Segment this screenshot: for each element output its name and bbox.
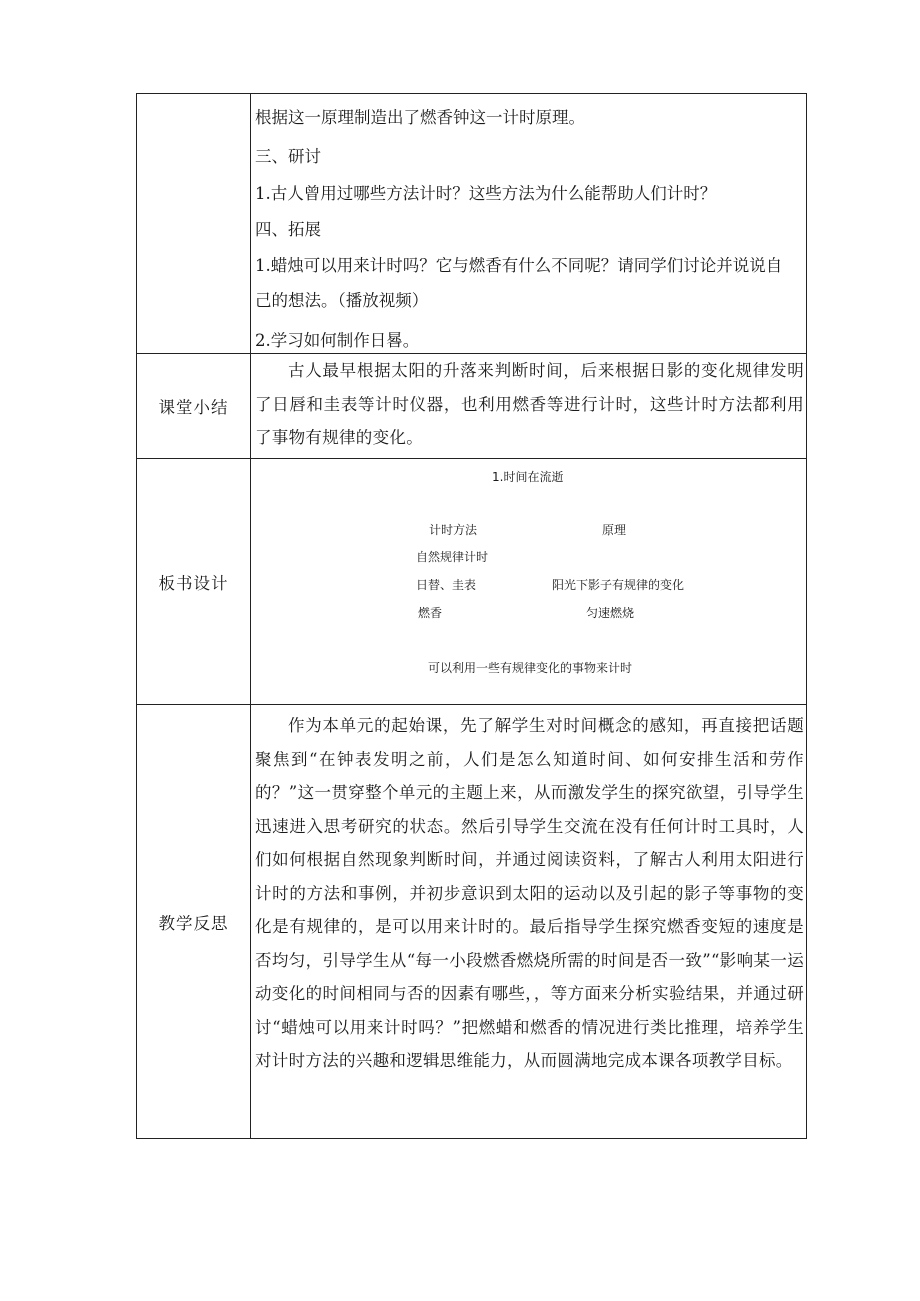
discussion-question: 1.古人曾用过哪些方法计时？这些方法为什么能帮助人们计时？ — [255, 184, 717, 203]
summary-text: 古人最早根据太阳的升落来判断时间，后来根据日影的变化规律发明了日唇和圭表等计时仪器，也利用燃香等进行计时，这些计时方法都利用了事物有规律的变化。 — [255, 361, 804, 447]
summary-row — [137, 354, 806, 459]
board-col-principle-header: 原理 — [602, 523, 627, 537]
board-col-method-header: 计时方法 — [429, 523, 478, 537]
reflection-label: 教学反思 — [137, 705, 251, 1138]
board-row — [137, 459, 806, 705]
reflection-content-cell — [252, 705, 806, 1138]
extension-question-1a: 1.蜡烛可以用来计时吗？它与燃香有什么不同呢？请同学们讨论并说说自 — [255, 256, 783, 275]
board-category: 自然规律计时 — [416, 550, 489, 564]
board-item1-principle: 阳光下影子有规律的变化 — [552, 578, 685, 592]
board-conclusion: 可以利用一些有规律变化的事物来计时 — [428, 661, 633, 675]
reflection-row — [137, 705, 806, 1138]
section-heading-discussion: 三、研讨 — [255, 147, 321, 166]
process-label-cell — [137, 94, 251, 353]
text-line: 根据这一原理制造出了燃香钟这一计时原理。 — [255, 108, 585, 127]
extension-item-2: 2.学习如何制作日晷。 — [255, 331, 420, 350]
board-content-cell — [252, 459, 806, 704]
summary-label: 课堂小结 — [137, 354, 251, 458]
process-content-cell — [252, 94, 806, 353]
process-row — [137, 94, 806, 354]
board-item1-method: 日替、圭表 — [416, 578, 477, 592]
board-title: 1.时间在流逝 — [492, 470, 564, 484]
extension-question-1b: 己的想法。（播放视频） — [255, 291, 429, 310]
reflection-text: 作为本单元的起始课，先了解学生对时间概念的感知，再直接把话题聚焦到“在钟表发明之前，人们是怎么知道时间、如何安排生活和劳作的？”这一贯穿整个单元的主题上来，从而激发学生的探究欲望，引导学生迅速进入思考研究的状态。然后引导学生交流在没有任何计时工具时，人们如何根据自然现象判断时间，并通过阅读资料，了解古人利用太阳进行计时的方法和事例，并初步意识到太阳的运动以及引起的影子等事物的变化是有规律的，是可以用来计时的。最后指导学生探究燃香变短的速度是否均匀，引导学生从“每一小段燃香燃烧所需的时间是否一致”“影响某一运动变化的时间相同与否的因素有哪些，，等方面来分析实验结果，并通过研讨“蜡烛可以用来计时吗？”把燃蜡和燃香的情况进行类比推理，培养学生对计时方法的兴趣和逻辑思维能力，从而圆满地完成本课各项教学目标。 — [255, 716, 804, 1070]
board-label: 板书设计 — [137, 459, 251, 704]
section-heading-extension: 四、拓展 — [255, 220, 321, 239]
board-item2-principle: 匀速燃烧 — [586, 606, 635, 620]
board-item2-method: 燃香 — [418, 606, 443, 620]
lesson-plan-table — [136, 93, 807, 1139]
summary-content-cell — [252, 354, 806, 458]
